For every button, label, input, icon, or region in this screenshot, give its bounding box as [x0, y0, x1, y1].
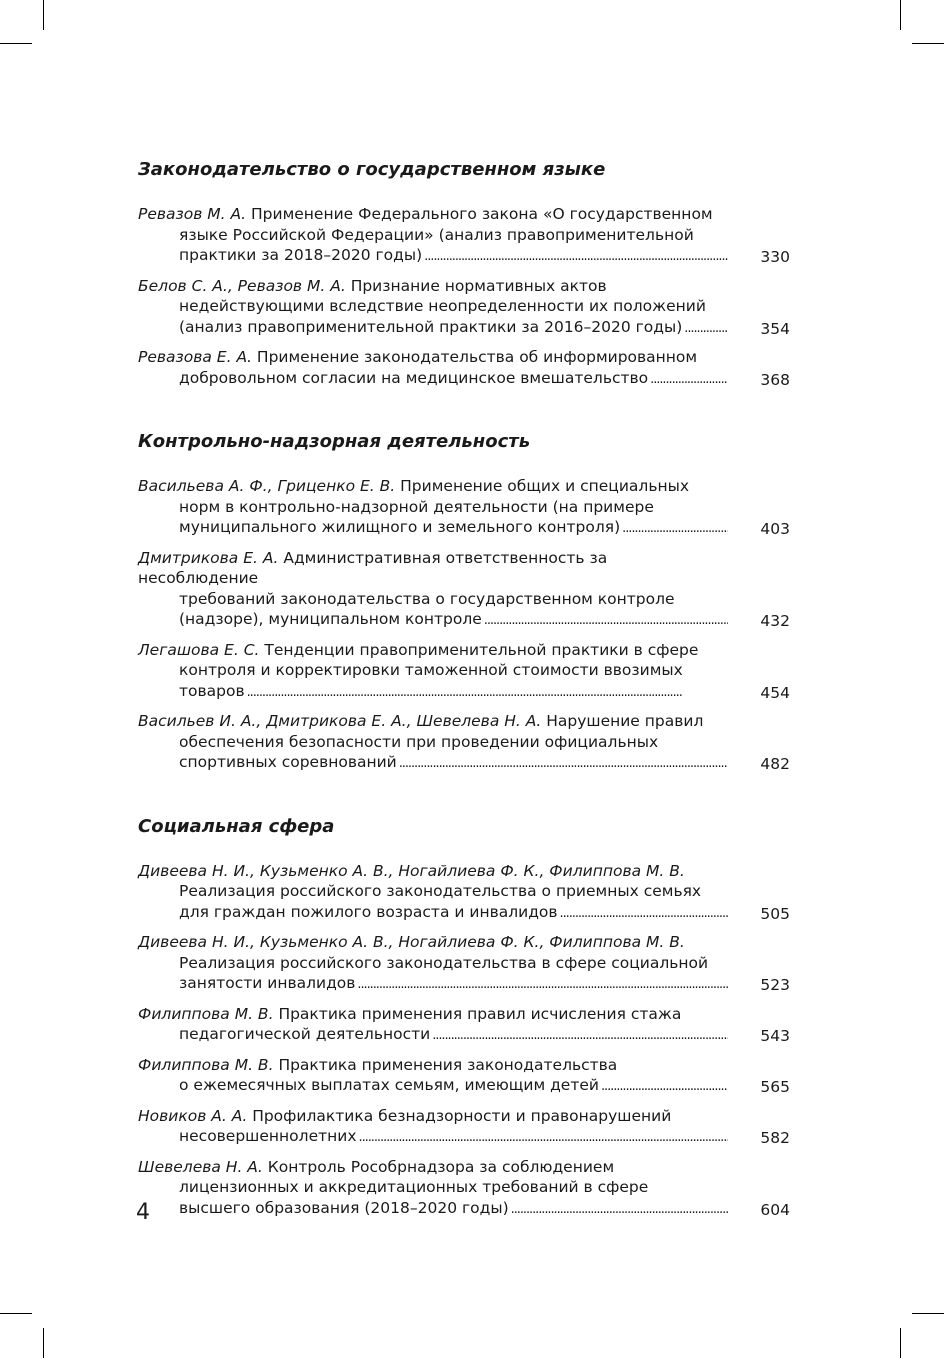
entry-page-number: 543	[760, 1027, 790, 1045]
entry-title-text: товаров	[179, 681, 245, 700]
toc-entry[interactable]	[138, 1055, 790, 1098]
entry-first-line	[138, 1055, 728, 1076]
entry-author: Белов С. А., Ревазов М. А.	[138, 276, 346, 295]
dot-leader	[484, 609, 728, 632]
toc-entry[interactable]	[138, 640, 790, 704]
section-title: Социальная сфера	[138, 815, 335, 837]
crop-mark	[900, 0, 901, 30]
entry-last-line	[138, 752, 728, 775]
entry-author: Дмитрикова Е. А.	[138, 548, 279, 567]
dot-leader	[399, 752, 728, 775]
entry-first-line	[138, 932, 728, 953]
entry-last-line	[138, 609, 728, 632]
dot-leader	[424, 245, 728, 268]
entry-page-number: 482	[760, 755, 790, 773]
entry-title-text: Применение Федерального закона «О государственном	[251, 205, 713, 223]
entry-last-line	[138, 1024, 728, 1047]
entry-last-line	[138, 245, 728, 268]
toc-entry[interactable]	[138, 276, 790, 340]
entry-title-text: недействующими вследствие неопределенности их положений	[179, 297, 706, 315]
entry-title-text: Реализация российского законодательства о приемных семьях	[179, 882, 702, 900]
crop-mark	[0, 1313, 32, 1314]
entry-first-line	[138, 276, 728, 297]
section-title: Контрольно-надзорная деятельность	[138, 431, 531, 452]
crop-mark	[43, 1328, 44, 1358]
entry-title-text: Практика применения законодательства	[278, 1055, 618, 1074]
crop-mark	[0, 43, 32, 44]
dot-leader	[622, 517, 728, 540]
entry-title-text: Признание нормативных актов	[350, 276, 607, 295]
entry-title-text: для граждан пожилого возраста и инвалидов	[179, 902, 558, 921]
toc-entry[interactable]	[138, 861, 790, 925]
entry-page-number: 330	[760, 248, 790, 266]
toc-entry[interactable]	[138, 476, 790, 540]
toc-entry[interactable]	[138, 204, 790, 268]
entry-page-number: 523	[760, 976, 790, 994]
entry-title-text: Нарушение правил	[546, 712, 704, 730]
entry-title-text: Тенденции правоприменительной практики в сфере	[264, 640, 699, 659]
entry-last-line	[138, 517, 728, 540]
dot-leader	[357, 973, 728, 996]
entry-author: Ревазова Е. А.	[138, 348, 252, 366]
entry-title-text: норм в контрольно-надзорной деятельности (на примере	[179, 497, 654, 516]
section-title: Законодательство о государственном языке	[138, 159, 606, 180]
entry-author: Шевелева Н. А.	[138, 1157, 263, 1176]
toc-entry[interactable]	[138, 347, 790, 390]
dot-leader	[511, 1198, 728, 1221]
entry-first-line	[138, 1106, 728, 1127]
entry-title-text: муниципального жилищного и земельного контроля)	[179, 518, 621, 536]
dot-leader	[560, 902, 728, 925]
entry-title-text: обеспечения безопасности при проведении официальных	[179, 732, 659, 751]
entry-first-line	[138, 1157, 728, 1178]
entry-first-line	[138, 204, 728, 225]
entry-title-text: лицензионных и аккредитационных требований в сфере	[179, 1178, 649, 1196]
entry-title-text: Контроль Рособрнадзора за соблюдением	[267, 1157, 615, 1176]
crop-mark	[912, 43, 944, 44]
toc-section	[138, 428, 790, 775]
entry-first-line	[138, 476, 728, 497]
crop-mark	[912, 1313, 944, 1314]
entry-first-line	[138, 861, 728, 882]
entry-last-line	[138, 973, 728, 996]
entry-title-text: Практика применения правил исчисления стажа	[278, 1004, 682, 1023]
entry-author: Филиппова М. В.	[138, 1004, 274, 1023]
entry-last-line	[138, 368, 728, 391]
entry-last-line	[138, 1198, 728, 1221]
entry-title-text: добровольном согласии на медицинское вмешательство	[179, 368, 649, 387]
entry-page-number: 565	[760, 1078, 790, 1096]
entry-title-text: о ежемесячных выплатах семьям, имеющим детей	[179, 1076, 599, 1094]
entry-page-number: 582	[760, 1129, 790, 1147]
entry-page-number: 604	[760, 1200, 790, 1219]
entry-author: Ревазов М. А.	[138, 205, 247, 223]
toc-entry[interactable]	[138, 932, 790, 996]
entry-title-text: несовершеннолетних	[179, 1127, 357, 1145]
entry-author: Васильев И. А., Дмитрикова Е. А., Шевелева Н. А.	[138, 712, 542, 730]
entry-first-line	[138, 711, 728, 732]
entry-author: Васильева А. Ф., Гриценко Е. В.	[138, 477, 396, 495]
toc-section	[138, 156, 790, 390]
entry-first-line	[138, 640, 728, 661]
entry-title-text: Реализация российского законодательства в сфере социальной	[179, 953, 709, 972]
entry-title-text: (надзоре), муниципальном контроле	[179, 610, 482, 628]
dot-leader	[432, 1024, 728, 1047]
entry-author: Новиков А. А.	[138, 1106, 248, 1125]
dot-leader	[684, 317, 728, 340]
dot-leader	[247, 681, 728, 704]
entry-last-line	[138, 317, 728, 340]
entry-last-line	[138, 902, 728, 925]
dot-leader	[601, 1075, 728, 1098]
table-of-contents	[138, 156, 790, 1258]
toc-entry[interactable]	[138, 1157, 790, 1221]
toc-entry[interactable]	[138, 548, 790, 632]
entry-page-number: 505	[760, 904, 790, 923]
entry-page-number: 368	[760, 370, 790, 389]
entry-author: Филиппова М. В.	[138, 1055, 274, 1074]
crop-mark	[43, 0, 44, 30]
dot-leader	[359, 1126, 728, 1149]
entry-first-line	[138, 347, 728, 368]
entry-title-text: Профилактика безнадзорности и правонарушений	[252, 1106, 672, 1125]
entry-title-text: языке Российской Федерации» (анализ правоприменительной	[179, 225, 694, 244]
entry-title-text: педагогической деятельности	[179, 1025, 431, 1043]
entry-page-number: 354	[760, 319, 790, 338]
toc-section	[138, 813, 790, 1221]
entry-title-text: Применение законодательства об информированном	[256, 348, 698, 366]
toc-entry[interactable]	[138, 1004, 790, 1047]
entry-title-text: Применение общих и специальных	[400, 477, 689, 495]
entry-last-line	[138, 1126, 728, 1149]
entry-title-text: Административная ответственность за несоблюдение	[138, 548, 608, 587]
entry-author: Дивеева Н. И., Кузьменко А. В., Ногайлиева Ф. К., Филиппова М. В.	[138, 933, 685, 951]
entry-title-text: занятости инвалидов	[179, 974, 356, 992]
entry-author: Легашова Е. С.	[138, 640, 260, 659]
entry-first-line	[138, 548, 728, 589]
entry-last-line	[138, 1075, 728, 1098]
entry-page-number: 432	[760, 612, 790, 630]
entry-last-line	[138, 681, 728, 704]
entry-title-text: высшего образования (2018–2020 годы)	[179, 1198, 509, 1217]
entry-author: Дивеева Н. И., Кузьменко А. В., Ногайлиева Ф. К., Филиппова М. В.	[138, 861, 685, 880]
entry-page-number: 403	[760, 520, 790, 538]
entry-title-text: (анализ правоприменительной практики за 2016–2020 годы)	[179, 317, 683, 336]
entry-title-text: практики за 2018–2020 годы)	[179, 246, 423, 264]
entry-title-text: контроля и корректировки таможенной стоимости ввозимых	[179, 661, 683, 679]
toc-entry[interactable]	[138, 711, 790, 775]
toc-entry[interactable]	[138, 1106, 790, 1149]
dot-leader	[650, 368, 728, 391]
entry-first-line	[138, 1004, 728, 1025]
crop-mark	[900, 1328, 901, 1358]
page-number: 4	[136, 1200, 150, 1225]
entry-page-number: 454	[760, 683, 790, 702]
entry-title-text: требований законодательства о государственном контроле	[179, 589, 675, 608]
entry-title-text: спортивных соревнований	[179, 753, 397, 771]
